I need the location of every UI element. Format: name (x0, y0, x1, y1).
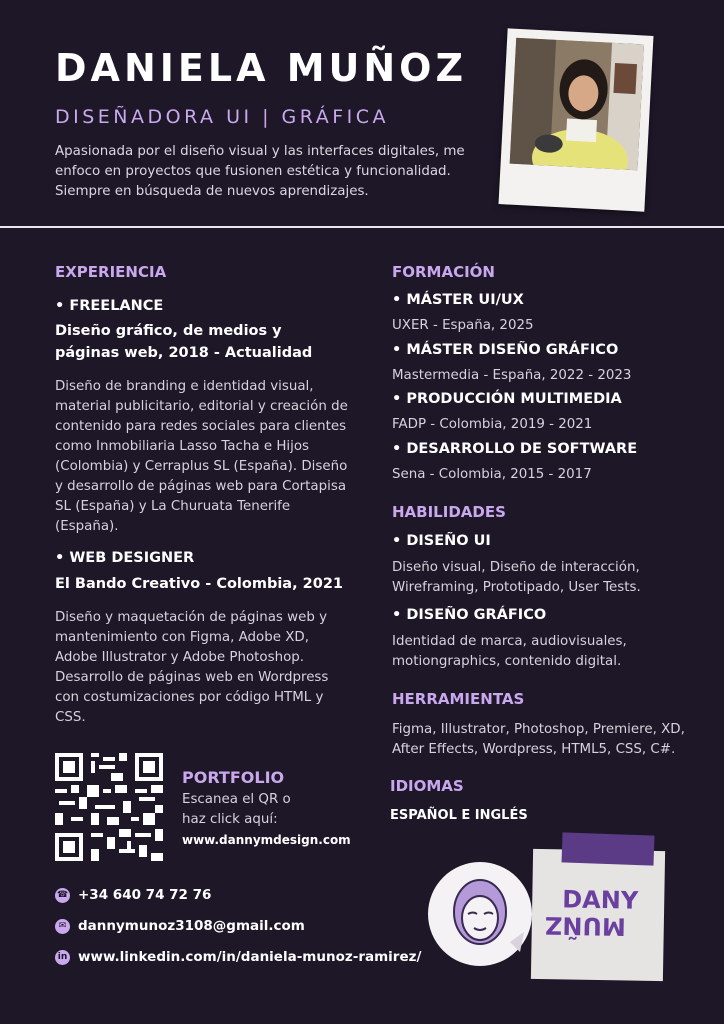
experience-subtitle: El Bando Creativo - Colombia, 2021 (55, 576, 344, 592)
contact-email[interactable] (55, 918, 305, 934)
svg-text:MUÑZ: MUÑZ (544, 911, 627, 941)
experience-description: Diseño y maquetación de páginas web y mantenimiento con Figma, Adobe XD, Adobe Illustrator y Adobe Photoshop. Desarrollo de páginas web en Wordpress con costumizaciones por código HTML y CSS. (55, 610, 329, 725)
email-text: dannymunoz3108@gmail.com (78, 918, 305, 934)
experience-role: • WEB DESIGNER (55, 550, 195, 566)
candidate-name: DANIELA MUÑOZ (55, 46, 468, 90)
contact-linkedin[interactable] (55, 949, 421, 965)
job-title: DISEÑADORA UI | GRÁFICA (55, 106, 390, 128)
education-degree: • DESARROLLO DE SOFTWARE (392, 441, 638, 457)
languages-detail: ESPAÑOL E INGLÉS (390, 808, 528, 823)
portfolio-qr-code[interactable] (55, 753, 163, 861)
education-detail: UXER - España, 2025 (392, 318, 534, 333)
education-detail: Sena - Colombia, 2015 - 2017 (392, 467, 592, 482)
header-divider (0, 226, 724, 228)
education-degree: • MÁSTER UI/UX (392, 292, 524, 308)
logo-note (531, 849, 665, 981)
svg-text:DANY: DANY (562, 885, 639, 915)
skill-name: • DISEÑO GRÁFICO (392, 607, 547, 623)
profile-photo (498, 28, 653, 211)
experience-heading: EXPERIENCIA (55, 263, 167, 281)
education-heading: FORMACIÓN (392, 263, 495, 281)
education-detail: FADP - Colombia, 2019 - 2021 (392, 417, 593, 432)
linkedin-icon: in (55, 950, 70, 965)
intro-text: Apasionada por el diseño visual y las interfaces digitales, me enfoco en proyectos que fusionen estética y funcionalidad. Siempre en búsqueda de nuevos aprendizajes. (55, 144, 465, 199)
contact-phone[interactable] (55, 887, 211, 903)
languages-heading: IDIOMAS (390, 777, 464, 795)
skill-detail: Diseño visual, Diseño de interacción, Wireframing, Prototipado, User Tests. (392, 560, 641, 595)
tape-strip (562, 832, 655, 865)
phone-icon: ☎ (55, 888, 70, 903)
linkedin-text: www.linkedin.com/in/daniela-munoz-ramirez/ (78, 949, 422, 965)
portfolio-link[interactable]: www.dannymdesign.com (182, 833, 351, 847)
education-degree: • MÁSTER DISEÑO GRÁFICO (392, 342, 619, 358)
experience-role: • FREELANCE (55, 298, 164, 314)
skills-heading: HABILIDADES (392, 503, 506, 521)
portfolio-line-2: haz click aquí: (182, 812, 278, 827)
tools-detail: Figma, Illustrator, Photoshop, Premiere, XD, After Effects, Wordpress, HTML5, CSS, C#. (392, 722, 685, 757)
portfolio-heading: PORTFOLIO (182, 768, 285, 787)
tools-heading: HERRAMIENTAS (392, 690, 525, 708)
experience-subtitle: Diseño gráfico, de medios y páginas web, 2018 - Actualidad (55, 323, 313, 361)
experience-description: Diseño de branding e identidad visual, material publicitario, editorial y creación de contenido para redes sociales para clientes como Inmobiliaria Lasso Tacha e Hijos (Colombia) y Cerraplus SL (España). Diseño y desarrollo de páginas web para Cortapisa SL (España) y La Churuata Tenerife (España). (55, 379, 348, 534)
education-degree: • PRODUCCIÓN MULTIMEDIA (392, 391, 622, 407)
email-icon: ✉ (55, 919, 70, 934)
photo-image (510, 38, 644, 171)
skill-detail: Identidad de marca, audiovisuales, motiongraphics, contenido digital. (392, 634, 627, 669)
avatar-sticker (428, 862, 532, 966)
phone-text: +34 640 74 72 76 (78, 887, 212, 903)
education-detail: Mastermedia - España, 2022 - 2023 (392, 368, 632, 383)
portfolio-line-1: Escanea el QR o (182, 792, 291, 807)
skill-name: • DISEÑO UI (392, 533, 491, 549)
